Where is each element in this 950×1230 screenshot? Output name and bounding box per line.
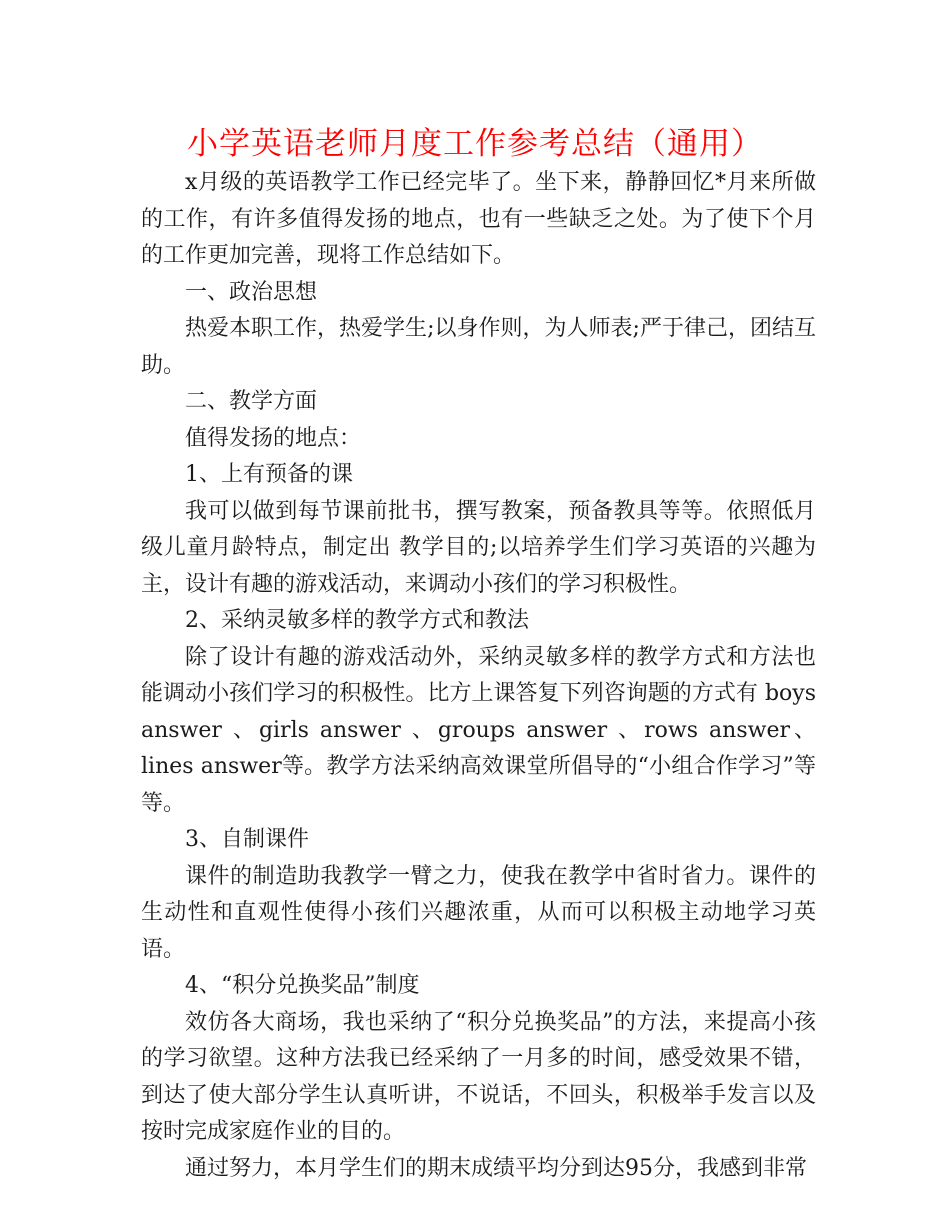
subheading-strengths: 值得发扬的地点： (185, 425, 362, 451)
item-paragraph-2: 除了设计有趣的游戏活动外，采纳灵敏多样的教学方式和方法也能调动小孩们学习的积极性。比方上课答复下列咨询题的方式有 boys answer 、girls answer 、groups answer 、rows answer、 lines answer等。教学方法采纳高效课堂所倡导的“小组合作学习”等等。 (141, 644, 816, 816)
item-heading-3: 3、自制课件 (185, 827, 309, 852)
document-body (141, 165, 816, 1187)
item-paragraph-3: 课件的制造助我教学一臂之力，使我在教学中省时省力。课件的生动性和直观性使得小孩们兴趣浓重，从而可以积极主动地学习英语。 (141, 863, 816, 962)
paragraph-intro: x月级的英语教学工作已经完毕了。坐下来，静静回忆*月来所做的工作，有许多值得发扬的地点，也有一些缺乏之处。为了使下个月的工作更加完善，现将工作总结如下。 (141, 170, 816, 268)
item-paragraph-1: 我可以做到每节课前批书，撰写教案，预备教具等等。依照低月级儿童月龄特点，制定出 教学目的;以培养学生们学习英语的兴趣为主，设计有趣的游戏活动，来调动小孩们的学习积极性。 (141, 498, 816, 597)
item-paragraph-4: 效仿各大商场，我也采纳了“积分兑换奖品”的方法，来提高小孩的学习欲望。这种方法我已经采纳了一月多的时间，感受效果不错，到达了使大部分学生认真听讲，不说话，不回头，积极举手发言以及按时完成家庭作业的目的。 (141, 1009, 816, 1144)
heading-political-thought: 一、政治思想 (185, 279, 318, 305)
paragraph-results: 通过努力，本月学生们的期末成绩平均分到达95分，我感到非常 (185, 1155, 807, 1181)
heading-teaching: 二、教学方面 (185, 389, 318, 414)
document-title: 小学英语老师月度工作参考总结（通用） (187, 126, 763, 162)
item-heading-1: 1、上有预备的课 (185, 462, 353, 487)
item-heading-4: 4、“积分兑换奖品”制度 (185, 973, 420, 998)
paragraph-political-thought: 热爱本职工作，热爱学生;以身作则，为人师表;严于律己，团结互助。 (141, 316, 816, 378)
item-heading-2: 2、采纳灵敏多样的教学方式和教法 (185, 608, 529, 633)
